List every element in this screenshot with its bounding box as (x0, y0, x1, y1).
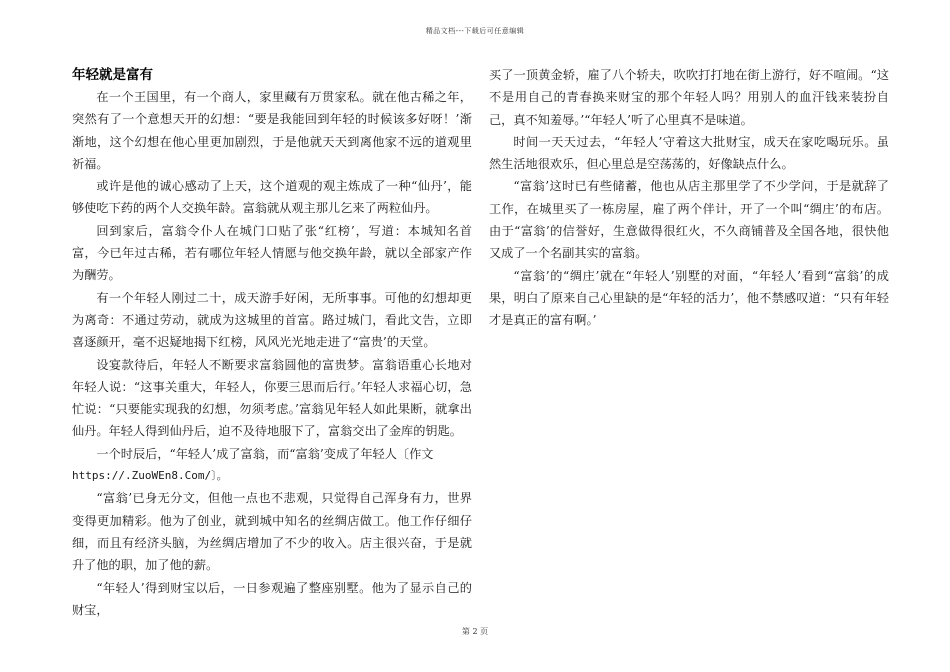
paragraph: 买了一顶黄金轿，雇了八个轿夫，吹吹打打地在街上游行，好不喧闹。“这不是用自己的青春换来财宝的那个年轻人吗？用别人的血汗钱来装扮自己，真不知羞辱。’“年轻人’听了心里真不是味道。 (489, 68, 889, 127)
left-column (72, 64, 472, 621)
paragraph: “富翁’已身无分文，但他一点也不悲观，只觉得自己浑身有力，世界变得更加精彩。他为了创业，就到城中知名的丝绸店做工。他工作仔细仔细，而且有经济头脑，为丝绸店增加了不少的收入。店主很兴奋，于是就升了他的职，加了他的薪。 (72, 491, 472, 573)
right-column (489, 64, 889, 332)
page-header: 精品文档---下载后可任意编辑 (425, 27, 525, 35)
article-title: 年轻就是富有 (72, 67, 153, 83)
paragraph: “年轻人’得到财宝以后，一日参观遍了整座别墅。他为了显示自己的财宝， (72, 580, 472, 617)
page-number: 第 2 页 (461, 627, 489, 636)
paragraph: 设宴款待后，年轻人不断要求富翁圆他的富贵梦。富翁语重心长地对年轻人说：“这事关重大，年轻人，你要三思而后行。’年轻人求福心切，急忙说：“只要能实现我的幻想，勿须考虑。’富翁见年轻人如此果断，就拿出仙丹。年轻人得到仙丹后，迫不及待地服下了，富翁交出了金库的钥匙。 (72, 357, 472, 439)
paragraph: “富翁’这时已有些储蓄，他也从店主那里学了不少学问，于是就辞了工作，在城里买了一栋房屋，雇了两个伴计，开了一个叫“绸庄’的布店。由于“富翁’的信誉好，生意做得很红火，不久商铺普及全国各地，很快他又成了一个名副其实的富翁。 (489, 179, 889, 261)
paragraph: 回到家后，富翁令仆人在城门口贴了张“红榜’，写道：本城知名首富，今已年过古稀，若有哪位年轻人情愿与他交换年龄，就以全部家产作为酬劳。 (72, 223, 472, 283)
paragraph: 时间一天天过去，“年轻人’守着这大批财宝，成天在家吃喝玩乐。虽然生活地很欢乐，但心里总是空荡荡的，好像缺点什么。 (489, 134, 889, 172)
paragraph: 或许是他的诚心感动了上天，这个道观的观主炼成了一种“仙丹’，能够使吃下药的两个人交换年龄。富翁就从观主那儿乞来了两粒仙丹。 (72, 179, 472, 216)
paragraph: “富翁’的“绸庄’就在“年轻人’别墅的对面，“年轻人’看到“富翁’的成果，明白了原来自己心里缺的是“年轻的活力’，他不禁感叹道：“只有年轻才是真正的富有啊。’ (489, 268, 889, 328)
paragraph: 有一个年轻人刚过二十，成天游手好闲，无所事事。可他的幻想却更为离奇：不通过劳动，就成为这城里的首富。路过城门，看此文告，立即喜逐颜开，毫不迟疑地揭下红榜，风风光光地走进了“富贵’的天堂。 (72, 290, 472, 350)
paragraph: 在一个王国里，有一个商人，家里藏有万贯家私。就在他古稀之年，突然有了一个意想天开的幻想：“要是我能回到年轻的时候该多好呀！’渐渐地，这个幻想在他心里更加剧烈，于是他就天天到离他家不远的道观里祈福。 (72, 90, 472, 171)
url-line: https://.ZuoWEn8.Com/〕。 (72, 469, 228, 483)
paragraph: 一个时辰后，“年轻人’成了富翁，而“富翁’变成了年轻人〔作文 (96, 446, 434, 461)
